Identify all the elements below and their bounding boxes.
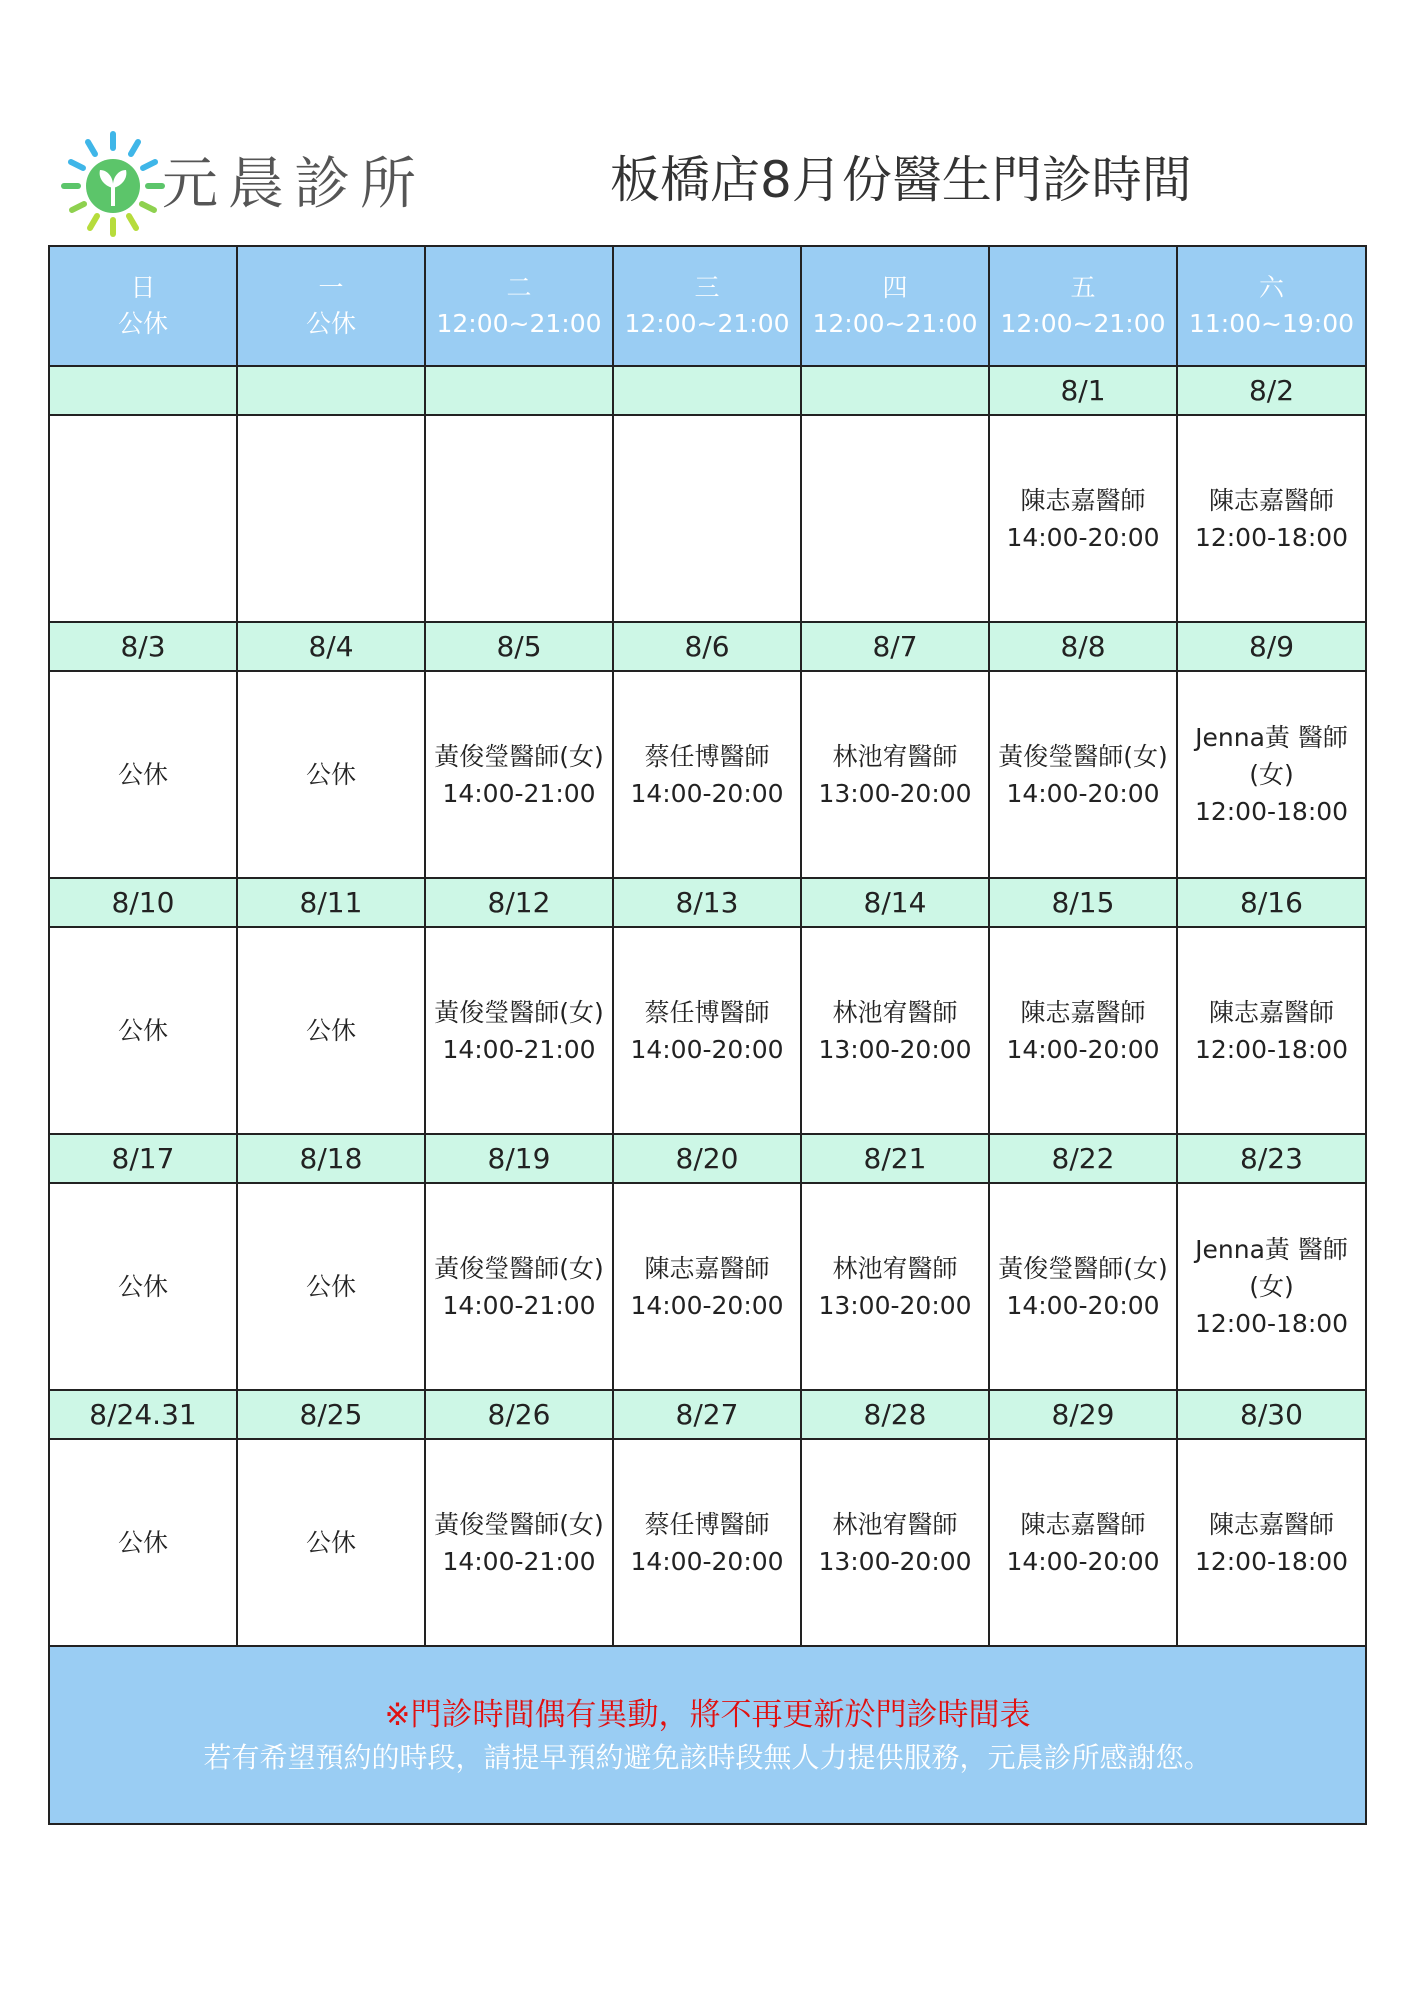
clinic-brand-name: 元晨診所	[162, 152, 426, 217]
schedule-cell-line: 陳志嘉醫師	[1208, 997, 1334, 1027]
date-cell	[613, 366, 801, 415]
schedule-cell-line: 14:00-21:00	[442, 778, 596, 808]
date-cell: 8/4	[237, 622, 425, 671]
date-cell: 8/6	[613, 622, 801, 671]
schedule-cell-line: 12:00-18:00	[1194, 1034, 1349, 1064]
date-row	[49, 366, 1366, 415]
schedule-row	[49, 415, 1366, 622]
schedule-cell	[613, 671, 801, 878]
schedule-cell	[613, 927, 801, 1134]
weekday-name: 一	[318, 273, 344, 302]
date-cell: 8/5	[425, 622, 613, 671]
weekday-name: 五	[1070, 273, 1096, 302]
schedule-cell-line: 13:00-20:00	[818, 778, 972, 808]
schedule-cell-line: 黃俊瑩醫師(女)	[998, 741, 1168, 771]
weekday-hours: 公休	[117, 309, 168, 338]
date-cell: 8/30	[1177, 1390, 1366, 1439]
schedule-cell	[989, 415, 1177, 622]
date-cell	[801, 366, 989, 415]
schedule-cell	[801, 927, 989, 1134]
weekday-header-tue	[425, 246, 613, 366]
weekday-hours: 12:00~21:00	[1000, 309, 1166, 338]
schedule-cell	[237, 415, 425, 622]
schedule-cell	[989, 1439, 1177, 1646]
schedule-cell-line: 黃俊瑩醫師(女)	[998, 1253, 1168, 1283]
weekday-header-fri	[989, 246, 1177, 366]
notice-box	[49, 1646, 1366, 1824]
schedule-cell-line: 陳志嘉醫師	[1020, 485, 1146, 515]
date-cell: 8/18	[237, 1134, 425, 1183]
schedule-cell-line: 14:00-20:00	[1006, 1290, 1160, 1320]
schedule-cell-line: 公休	[305, 760, 356, 789]
schedule-cell	[425, 927, 613, 1134]
schedule-cell-line: 公休	[305, 1016, 356, 1045]
weekday-header-row	[49, 246, 1366, 366]
schedule-cell-line: 公休	[305, 1528, 356, 1557]
date-cell: 8/11	[237, 878, 425, 927]
date-cell	[425, 366, 613, 415]
schedule-cell-line: 12:00-18:00	[1194, 522, 1349, 552]
notice-warning: ※門診時間偶有異動，將不再更新於門診時間表	[384, 1697, 1031, 1733]
weekday-header-sun	[49, 246, 237, 366]
schedule-cell	[1177, 927, 1366, 1134]
date-cell: 8/20	[613, 1134, 801, 1183]
page-title: 板橋店8月份醫生門診時間	[610, 151, 1192, 209]
date-row	[49, 622, 1366, 671]
weekday-header-sat	[1177, 246, 1366, 366]
date-cell: 8/15	[989, 878, 1177, 927]
weekday-hours: 11:00~19:00	[1188, 309, 1355, 338]
weekday-name: 四	[882, 273, 908, 302]
schedule-cell	[801, 671, 989, 878]
date-cell: 8/7	[801, 622, 989, 671]
clinic-logo-icon	[58, 128, 168, 238]
schedule-table	[48, 245, 1367, 1825]
schedule-cell-line: 蔡任博醫師	[644, 1509, 770, 1539]
date-cell: 8/8	[989, 622, 1177, 671]
date-cell: 8/13	[613, 878, 801, 927]
schedule-cell	[425, 671, 613, 878]
schedule-cell-line: 13:00-20:00	[818, 1290, 972, 1320]
notice-message: 若有希望預約的時段，請提早預約避免該時段無人力提供服務，元晨診所感謝您。	[203, 1741, 1212, 1774]
date-cell	[237, 366, 425, 415]
date-cell: 8/3	[49, 622, 237, 671]
weekday-hours: 12:00~21:00	[624, 309, 790, 338]
schedule-cell	[237, 1439, 425, 1646]
weekday-header-thu	[801, 246, 989, 366]
schedule-cell-line: 14:00-20:00	[630, 778, 784, 808]
date-cell: 8/23	[1177, 1134, 1366, 1183]
schedule-cell-line: 公休	[117, 760, 168, 789]
schedule-cell	[425, 1183, 613, 1390]
schedule-cell-line: 13:00-20:00	[818, 1034, 972, 1064]
schedule-cell	[1177, 671, 1366, 878]
schedule-cell-line: 陳志嘉醫師	[644, 1253, 770, 1283]
schedule-row	[49, 1439, 1366, 1646]
schedule-cell-line: 14:00-21:00	[442, 1290, 596, 1320]
schedule-cell-line: 黃俊瑩醫師(女)	[434, 1509, 604, 1539]
date-cell: 8/21	[801, 1134, 989, 1183]
date-cell: 8/2	[1177, 366, 1366, 415]
notice-row	[49, 1646, 1366, 1824]
schedule-cell-line: 14:00-20:00	[1006, 1034, 1160, 1064]
weekday-name: 六	[1258, 273, 1284, 302]
schedule-cell-line: 14:00-20:00	[1006, 522, 1160, 552]
schedule-cell-line: 陳志嘉醫師	[1208, 485, 1334, 515]
weekday-hours: 12:00~21:00	[812, 309, 978, 338]
date-row	[49, 878, 1366, 927]
schedule-cell	[425, 415, 613, 622]
schedule-cell	[613, 415, 801, 622]
schedule-cell	[49, 415, 237, 622]
weekday-name: 日	[130, 273, 156, 302]
schedule-cell-line: 14:00-20:00	[1006, 778, 1160, 808]
weekday-header-mon	[237, 246, 425, 366]
schedule-cell-line: 14:00-20:00	[1006, 1546, 1160, 1576]
schedule-cell	[237, 671, 425, 878]
schedule-cell	[989, 927, 1177, 1134]
schedule-cell-line: 黃俊瑩醫師(女)	[434, 741, 604, 771]
schedule-row	[49, 671, 1366, 878]
schedule-body	[49, 366, 1366, 1646]
schedule-cell-line: (女)	[1249, 760, 1294, 789]
date-cell: 8/22	[989, 1134, 1177, 1183]
date-cell: 8/14	[801, 878, 989, 927]
date-cell: 8/12	[425, 878, 613, 927]
date-cell: 8/25	[237, 1390, 425, 1439]
date-cell: 8/10	[49, 878, 237, 927]
schedule-cell	[237, 1183, 425, 1390]
date-cell: 8/29	[989, 1390, 1177, 1439]
schedule-cell-line: 公休	[117, 1528, 168, 1557]
date-row	[49, 1134, 1366, 1183]
schedule-cell-line: 林池宥醫師	[832, 1253, 958, 1283]
schedule-cell-line: 公休	[117, 1016, 168, 1045]
schedule-cell-line: 蔡任博醫師	[644, 997, 770, 1027]
schedule-cell	[425, 1439, 613, 1646]
schedule-cell-line: (女)	[1249, 1272, 1294, 1301]
schedule-cell	[1177, 415, 1366, 622]
schedule-cell-line: Jenna黃 醫師	[1195, 1235, 1348, 1264]
schedule-cell	[49, 927, 237, 1134]
date-cell: 8/24.31	[49, 1390, 237, 1439]
schedule-cell-line: 公休	[117, 1272, 168, 1301]
schedule-cell	[801, 1439, 989, 1646]
schedule-cell	[801, 415, 989, 622]
date-cell: 8/27	[613, 1390, 801, 1439]
schedule-cell	[1177, 1439, 1366, 1646]
schedule-cell-line: 陳志嘉醫師	[1020, 1509, 1146, 1539]
date-cell: 8/17	[49, 1134, 237, 1183]
schedule-cell-line: 陳志嘉醫師	[1020, 997, 1146, 1027]
weekday-header-wed	[613, 246, 801, 366]
schedule-cell-line: 14:00-20:00	[630, 1290, 784, 1320]
date-cell: 8/26	[425, 1390, 613, 1439]
schedule-cell-line: 黃俊瑩醫師(女)	[434, 997, 604, 1027]
schedule-cell-line: 12:00-18:00	[1194, 1546, 1349, 1576]
schedule-cell-line: 黃俊瑩醫師(女)	[434, 1253, 604, 1283]
weekday-hours: 12:00~21:00	[436, 309, 602, 338]
schedule-cell	[237, 927, 425, 1134]
schedule-cell	[49, 1439, 237, 1646]
schedule-cell-line: 12:00-18:00	[1194, 1309, 1349, 1338]
schedule-cell-line: 陳志嘉醫師	[1208, 1509, 1334, 1539]
schedule-cell-line: 14:00-21:00	[442, 1034, 596, 1064]
weekday-name: 三	[694, 273, 720, 302]
schedule-cell-line: Jenna黃 醫師	[1195, 723, 1348, 752]
schedule-cell-line: 公休	[305, 1272, 356, 1301]
weekday-name: 二	[506, 273, 532, 302]
schedule-cell-line: 12:00-18:00	[1194, 797, 1349, 826]
schedule-row	[49, 927, 1366, 1134]
schedule-cell-line: 林池宥醫師	[832, 741, 958, 771]
schedule-cell	[613, 1439, 801, 1646]
date-cell: 8/16	[1177, 878, 1366, 927]
schedule-cell	[49, 671, 237, 878]
schedule-cell-line: 林池宥醫師	[832, 997, 958, 1027]
schedule-cell	[49, 1183, 237, 1390]
schedule-cell-line: 14:00-20:00	[630, 1546, 784, 1576]
date-cell: 8/28	[801, 1390, 989, 1439]
date-row	[49, 1390, 1366, 1439]
schedule-cell-line: 13:00-20:00	[818, 1546, 972, 1576]
schedule-cell	[989, 1183, 1177, 1390]
schedule-cell-line: 14:00-21:00	[442, 1546, 596, 1576]
schedule-cell-line: 14:00-20:00	[630, 1034, 784, 1064]
schedule-cell	[989, 671, 1177, 878]
weekday-hours: 公休	[305, 309, 356, 338]
schedule-cell	[613, 1183, 801, 1390]
date-cell: 8/19	[425, 1134, 613, 1183]
date-cell: 8/9	[1177, 622, 1366, 671]
date-cell: 8/1	[989, 366, 1177, 415]
schedule-cell-line: 蔡任博醫師	[644, 741, 770, 771]
date-cell	[49, 366, 237, 415]
schedule-cell-line: 林池宥醫師	[832, 1509, 958, 1539]
schedule-row	[49, 1183, 1366, 1390]
schedule-cell	[1177, 1183, 1366, 1390]
schedule-cell	[801, 1183, 989, 1390]
